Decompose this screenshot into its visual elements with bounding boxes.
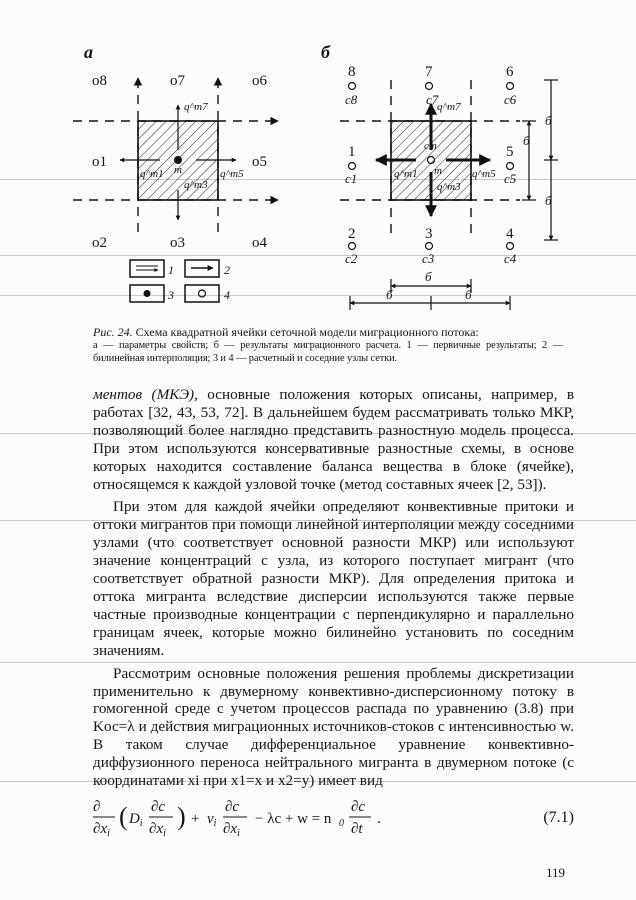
caption-legend: а — параметры свойств; б — результаты миграционного расчета. 1 — первичные результаты; 2 — билинейная интерполяция; 3 и 4 — расчетный и соседние узлы сетки. xyxy=(93,340,563,364)
conc-b-6: c6 xyxy=(504,92,517,107)
svg-text:∂xi: $\partial x_i$ xyxy=(223,821,240,839)
flux-b-1: q^m1 xyxy=(394,168,418,180)
node-a-6: o6 xyxy=(252,73,267,89)
node-b-3-num: 3 xyxy=(425,226,433,242)
figure-24 xyxy=(0,30,636,325)
svg-text:∂t: ∂t xyxy=(351,821,363,837)
svg-text:∂c: ∂c xyxy=(351,799,366,815)
paragraph-1 xyxy=(93,386,574,493)
svg-text:∂: ∂ xyxy=(93,799,101,815)
node-a-5: o5 xyxy=(252,154,267,170)
svg-text:∂c: ∂c xyxy=(151,799,166,815)
dim-label-h3: б xyxy=(465,287,472,302)
legend-1: 1 xyxy=(168,263,174,277)
flux-a-3: q^m3 xyxy=(184,179,208,191)
caption-title-line xyxy=(93,326,563,339)
svg-text:+: + xyxy=(191,811,200,827)
node-b-4-num: 4 xyxy=(506,226,514,242)
node-b-5-num: 5 xyxy=(506,144,514,160)
conc-b-3: c3 xyxy=(422,251,435,266)
node-b-1-num: 1 xyxy=(348,144,356,160)
paragraph-1-lead: ментов (МКЭ), xyxy=(93,386,198,403)
svg-text:vi: $v_i$ xyxy=(207,811,217,829)
svg-text:∂xi: $\partial x_i$ xyxy=(93,821,110,839)
node-b-7-num: 7 xyxy=(425,64,433,80)
flux-b-5: q^m5 xyxy=(472,168,496,180)
panel-a-label: а xyxy=(84,42,93,62)
dim-label-v1: б xyxy=(523,133,530,148)
svg-text:Di: $D_i$ xyxy=(129,811,143,829)
node-b-8-num: 8 xyxy=(348,64,356,80)
node-a-3: o3 xyxy=(170,235,185,251)
panel-b-vertical-dimensions xyxy=(522,80,558,240)
figure-caption xyxy=(93,326,563,365)
caption-title: Схема квадратной ячейки сеточной модели миграционного потока: xyxy=(135,325,479,339)
conc-b-5: c5 xyxy=(504,171,517,186)
dim-label-h1: б xyxy=(425,269,432,284)
flux-a-5: q^m5 xyxy=(220,168,244,180)
legend-3: 3 xyxy=(168,288,174,302)
paragraph-3: Рассмотрим основные положения решения проблемы дискретизации применительно к двумерному конвективно-дисперсионному потоку в гомогенной среде с учетом процессов распада по уравнению (3.8) при Kос=λ и действия миграционных источников-стоков с интенсивностью w. В таком случае дифференциальное уравнение конвективно-диффузионного переноса нейтрального мигранта в двумерном потоке (с координатами xi при x1=x и x2=y) имеет вид xyxy=(93,664,574,790)
panel-a-center-label: m xyxy=(174,164,182,176)
caption-label: Рис. 24. xyxy=(93,325,133,339)
conc-b-8: c8 xyxy=(345,92,358,107)
conc-b-1: c1 xyxy=(345,171,358,186)
flux-a-7: q^m7 xyxy=(184,101,208,113)
dim-label-v3: б xyxy=(545,193,552,208)
flux-b-7: q^m7 xyxy=(437,101,461,113)
flux-b-3: q^m3 xyxy=(437,181,461,193)
dim-label-h2: б xyxy=(386,287,393,302)
svg-text:): ) xyxy=(177,802,186,831)
svg-text:∂xi: $\partial x_i$ xyxy=(149,821,166,839)
paragraph-2: При этом для каждой ячейки определяют конвективные притоки и оттоки мигрантов при помощи линейной интерполяции между соседними узлами (что соответствует основной разности МКР) или используют значение концентраций c узла, из которого поступает мигрант (что соответствует обратной разности МКР). Для определения притока и оттока мигранта вследствие дисперсии используются также первые частные производные концентрации c перпендикулярно и параллельно границам ячеек, которые можно билинейно установить по соседним значениям. xyxy=(93,498,574,659)
legend-2: 2 xyxy=(224,263,230,277)
node-a-8: o8 xyxy=(92,73,107,89)
paragraph-1-text: основные положения которых описаны, например, в работах [32, 43, 53, 72]. В дальнейшем будем рассматривать только МКР, позволяющий более наглядно представить разностную модель процесса. При этом используются консервативные разностные схемы, в основе которых находится составление баланса вещества в блоке (ячейке), относящемся к каждой узловой точке (метод составных ячеек [2, 53]). xyxy=(93,386,574,493)
node-b-6-num: 6 xyxy=(506,64,514,80)
node-a-7: o7 xyxy=(170,73,185,89)
panel-b-label: б xyxy=(321,42,330,62)
page-number: 119 xyxy=(546,865,566,880)
equation-7-1 xyxy=(93,795,574,845)
node-a-1: o1 xyxy=(92,154,107,170)
node-a-2: o2 xyxy=(92,235,107,251)
body-text xyxy=(93,386,574,795)
equation-render xyxy=(93,795,493,845)
svg-text:∂c: ∂c xyxy=(225,799,240,815)
node-a-4: o4 xyxy=(252,235,267,251)
svg-text:(: ( xyxy=(119,802,128,831)
node-b-2-num: 2 xyxy=(348,226,356,242)
flux-a-1: q^m1 xyxy=(140,168,164,180)
panel-a-legend xyxy=(130,260,230,302)
conc-b-4: c4 xyxy=(504,251,517,266)
svg-text:0: 0 xyxy=(339,818,344,829)
panel-b-center-conc: cm xyxy=(424,140,437,152)
svg-text:.: . xyxy=(377,811,381,827)
dim-label-v2: б xyxy=(545,113,552,128)
legend-4: 4 xyxy=(224,288,230,302)
conc-b-2: c2 xyxy=(345,251,358,266)
panel-b-center-label: m xyxy=(434,165,442,177)
svg-text:− λc + w = n: − λc + w = n xyxy=(255,811,332,827)
panel-a-center-node xyxy=(174,156,182,164)
conc-b-7: c7 xyxy=(426,92,439,107)
equation-number: (7.1) xyxy=(543,809,574,826)
